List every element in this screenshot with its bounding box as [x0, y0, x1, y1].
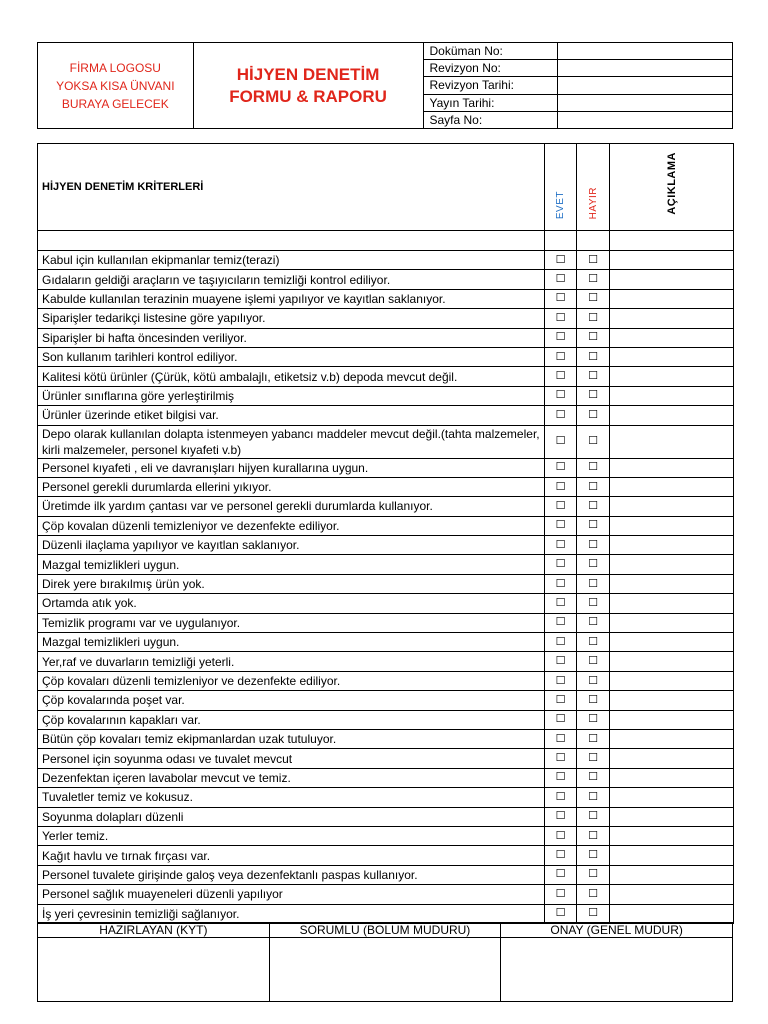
responsible-header: SORUMLU (BOLUM MUDURU) [269, 923, 501, 938]
checklist-header-row [38, 144, 734, 231]
criterion-text: Çöp kovalarının kapakları var. [38, 710, 545, 729]
yes-checkbox[interactable]: ☐ [545, 594, 577, 613]
yes-checkbox[interactable]: ☐ [545, 555, 577, 574]
criterion-text: Çöp kovaları düzenli temizleniyor ve dezenfekte ediliyor. [38, 671, 545, 690]
yes-checkbox[interactable]: ☐ [545, 729, 577, 748]
note-cell[interactable] [610, 497, 734, 516]
note-cell[interactable] [610, 574, 734, 593]
checklist-row [38, 904, 734, 923]
page-no-label: Sayfa No: [423, 111, 558, 128]
no-checkbox[interactable]: ☐ [577, 516, 610, 535]
yes-checkbox[interactable]: ☐ [545, 749, 577, 768]
note-cell[interactable] [610, 885, 734, 904]
criterion-text: Siparişler bi hafta öncesinden veriliyor. [38, 328, 545, 347]
criterion-text: Personel gerekli durumlarda ellerini yıkıyor. [38, 477, 545, 496]
checklist-row [38, 671, 734, 690]
yes-checkbox[interactable]: ☐ [545, 309, 577, 328]
no-checkbox[interactable]: ☐ [577, 386, 610, 405]
criterion-text: Mazgal temizlikleri uygun. [38, 633, 545, 652]
criterion-text: Depo olarak kullanılan dolapta istenmeyen yabancı maddeler mevcut değil.(tahta malzemeler, kirli malzemeler, personel kıyafeti v.b) [38, 425, 545, 458]
checklist-row [38, 865, 734, 884]
no-checkbox[interactable]: ☐ [577, 309, 610, 328]
title-line-1: HİJYEN DENETİM [236, 64, 380, 84]
yes-checkbox[interactable]: ☐ [545, 904, 577, 923]
note-cell[interactable] [610, 671, 734, 690]
criterion-text: Mazgal temizlikleri uygun. [38, 555, 545, 574]
yes-checkbox[interactable]: ☐ [545, 865, 577, 884]
note-cell[interactable] [610, 788, 734, 807]
criterion-text: Dezenfektan içeren lavabolar mevcut ve temiz. [38, 768, 545, 787]
yes-checkbox[interactable]: ☐ [545, 652, 577, 671]
blank-cell [610, 231, 734, 251]
doc-no-label: Doküman No: [423, 43, 558, 60]
no-checkbox[interactable]: ☐ [577, 347, 610, 366]
no-checkbox[interactable]: ☐ [577, 671, 610, 690]
checklist-row [38, 826, 734, 845]
checklist-row [38, 768, 734, 787]
criterion-text: Son kullanım tarihleri kontrol ediliyor. [38, 347, 545, 366]
checklist-row [38, 251, 734, 270]
no-checkbox[interactable]: ☐ [577, 729, 610, 748]
no-checkbox[interactable]: ☐ [577, 328, 610, 347]
no-checkbox[interactable]: ☐ [577, 406, 610, 425]
note-cell[interactable] [610, 846, 734, 865]
checklist-row [38, 729, 734, 748]
criterion-text: Üretimde ilk yardım çantası var ve personel gerekli durumlarda kullanıyor. [38, 497, 545, 516]
no-checkbox[interactable]: ☐ [577, 425, 610, 458]
no-checkbox[interactable]: ☐ [577, 270, 610, 289]
approval-signature-box[interactable] [501, 938, 733, 1002]
note-cell[interactable] [610, 691, 734, 710]
yes-checkbox[interactable]: ☐ [545, 328, 577, 347]
checklist-row [38, 652, 734, 671]
no-checkbox[interactable]: ☐ [577, 251, 610, 270]
responsible-signature-box[interactable] [269, 938, 501, 1002]
criterion-text: Gıdaların geldiği araçların ve taşıyıcıların temizliği kontrol ediliyor. [38, 270, 545, 289]
criterion-text: Ortamda atık yok. [38, 594, 545, 613]
yes-checkbox[interactable]: ☐ [545, 270, 577, 289]
logo-text: FİRMA LOGOSU YOKSA KISA ÜNVANI BURAYA GELECEK [56, 60, 175, 111]
yes-column-header [545, 144, 577, 231]
no-checkbox[interactable]: ☐ [577, 885, 610, 904]
note-cell[interactable] [610, 328, 734, 347]
note-cell[interactable] [610, 425, 734, 458]
note-cell[interactable] [610, 516, 734, 535]
criterion-text: Kağıt havlu ve tırnak fırçası var. [38, 846, 545, 865]
document-header [37, 42, 733, 129]
checklist-row [38, 613, 734, 632]
checklist-row [38, 788, 734, 807]
publish-date-value[interactable] [558, 94, 733, 111]
checklist-row [38, 309, 734, 328]
signature-table [37, 922, 733, 1002]
yes-checkbox[interactable]: ☐ [545, 574, 577, 593]
note-cell[interactable] [610, 729, 734, 748]
criterion-text: Soyunma dolapları düzenli [38, 807, 545, 826]
yes-checkbox[interactable]: ☐ [545, 633, 577, 652]
no-checkbox[interactable]: ☐ [577, 613, 610, 632]
checklist-row [38, 594, 734, 613]
no-checkbox[interactable]: ☐ [577, 289, 610, 308]
checklist-row [38, 691, 734, 710]
note-header-label: AÇIKLAMA [665, 152, 678, 215]
checklist-row [38, 367, 734, 386]
criterion-text: Ürünler sınıflarına göre yerleştirilmiş [38, 386, 545, 405]
yes-checkbox[interactable]: ☐ [545, 497, 577, 516]
criterion-text: Kabulde kullanılan terazinin muayene işlemi yapılıyor ve kayıtlan saklanıyor. [38, 289, 545, 308]
blank-cell [545, 231, 577, 251]
note-cell[interactable] [610, 309, 734, 328]
yes-checkbox[interactable]: ☐ [545, 885, 577, 904]
yes-checkbox[interactable]: ☐ [545, 425, 577, 458]
checklist-row [38, 328, 734, 347]
yes-checkbox[interactable]: ☐ [545, 826, 577, 845]
prepared-by-header: HAZIRLAYAN (KYT) [38, 923, 270, 938]
yes-checkbox[interactable]: ☐ [545, 710, 577, 729]
blank-cell [577, 231, 610, 251]
note-cell[interactable] [610, 710, 734, 729]
checklist-row [38, 633, 734, 652]
no-checkbox[interactable]: ☐ [577, 536, 610, 555]
page-no-value[interactable] [558, 111, 733, 128]
note-cell[interactable] [610, 807, 734, 826]
note-cell[interactable] [610, 347, 734, 366]
no-checkbox[interactable]: ☐ [577, 477, 610, 496]
no-checkbox[interactable]: ☐ [577, 904, 610, 923]
note-cell[interactable] [610, 555, 734, 574]
note-cell[interactable] [610, 477, 734, 496]
no-checkbox[interactable]: ☐ [577, 710, 610, 729]
yes-header-label: EVET [555, 190, 566, 219]
checklist-row [38, 885, 734, 904]
no-checkbox[interactable]: ☐ [577, 574, 610, 593]
no-checkbox[interactable]: ☐ [577, 555, 610, 574]
checklist-row [38, 536, 734, 555]
checklist-row [38, 846, 734, 865]
note-cell[interactable] [610, 826, 734, 845]
criterion-text: Kalitesi kötü ürünler (Çürük, kötü ambalajlı, etiketsiz v.b) depoda mevcut değil. [38, 367, 545, 386]
checklist-row [38, 347, 734, 366]
yes-checkbox[interactable]: ☐ [545, 671, 577, 690]
yes-checkbox[interactable]: ☐ [545, 458, 577, 477]
note-cell[interactable] [610, 594, 734, 613]
checklist-row [38, 497, 734, 516]
criterion-text: Personel için soyunma odası ve tuvalet mevcut [38, 749, 545, 768]
yes-checkbox[interactable]: ☐ [545, 289, 577, 308]
yes-checkbox[interactable]: ☐ [545, 536, 577, 555]
revision-date-value[interactable] [558, 77, 733, 94]
yes-checkbox[interactable]: ☐ [545, 516, 577, 535]
note-cell[interactable] [610, 865, 734, 884]
yes-checkbox[interactable]: ☐ [545, 768, 577, 787]
criteria-column-header: HİJYEN DENETİM KRİTERLERİ [38, 144, 545, 231]
checklist-row [38, 386, 734, 405]
checklist-row [38, 516, 734, 535]
no-checkbox[interactable]: ☐ [577, 807, 610, 826]
no-checkbox[interactable]: ☐ [577, 749, 610, 768]
no-checkbox[interactable]: ☐ [577, 865, 610, 884]
note-cell[interactable] [610, 536, 734, 555]
no-checkbox[interactable]: ☐ [577, 594, 610, 613]
no-checkbox[interactable]: ☐ [577, 367, 610, 386]
yes-checkbox[interactable]: ☐ [545, 613, 577, 632]
title-line-2: FORMU & RAPORU [229, 86, 387, 106]
no-checkbox[interactable]: ☐ [577, 652, 610, 671]
no-checkbox[interactable]: ☐ [577, 458, 610, 477]
note-cell[interactable] [610, 613, 734, 632]
checklist-row [38, 458, 734, 477]
note-cell[interactable] [610, 749, 734, 768]
checklist-row [38, 425, 734, 458]
yes-checkbox[interactable]: ☐ [545, 691, 577, 710]
note-cell[interactable] [610, 904, 734, 923]
criterion-text: Tuvaletler temiz ve kokusuz. [38, 788, 545, 807]
criterion-text: Düzenli ilaçlama yapılıyor ve kayıtlan saklanıyor. [38, 536, 545, 555]
no-checkbox[interactable]: ☐ [577, 497, 610, 516]
note-cell[interactable] [610, 652, 734, 671]
publish-date-label: Yayın Tarihi: [423, 94, 558, 111]
criterion-text: Personel sağlık muayeneleri düzenli yapılıyor [38, 885, 545, 904]
note-cell[interactable] [610, 633, 734, 652]
criterion-text: Bütün çöp kovaları temiz ekipmanlardan uzak tutuluyor. [38, 729, 545, 748]
criterion-text: Siparişler tedarikçi listesine göre yapılıyor. [38, 309, 545, 328]
blank-cell [38, 231, 545, 251]
revision-no-value[interactable] [558, 60, 733, 77]
no-checkbox[interactable]: ☐ [577, 826, 610, 845]
no-checkbox[interactable]: ☐ [577, 846, 610, 865]
prepared-by-signature-box[interactable] [38, 938, 270, 1002]
no-checkbox[interactable]: ☐ [577, 788, 610, 807]
approval-header: ONAY (GENEL MUDUR) [501, 923, 733, 938]
yes-checkbox[interactable]: ☐ [545, 788, 577, 807]
form-title [193, 43, 423, 129]
criterion-text: Kabul için kullanılan ekipmanlar temiz(terazi) [38, 251, 545, 270]
criterion-text: Yerler temiz. [38, 826, 545, 845]
checklist-row [38, 807, 734, 826]
note-cell[interactable] [610, 289, 734, 308]
note-column-header [610, 144, 734, 231]
revision-date-label: Revizyon Tarihi: [423, 77, 558, 94]
checklist-row [38, 749, 734, 768]
criterion-text: Çöp kovalarında poşet var. [38, 691, 545, 710]
criterion-text: Direk yere bırakılmış ürün yok. [38, 574, 545, 593]
company-logo-placeholder [38, 43, 194, 129]
checklist-row [38, 289, 734, 308]
checklist-row [38, 555, 734, 574]
checklist-row [38, 710, 734, 729]
blank-row [38, 231, 734, 251]
yes-checkbox[interactable]: ☐ [545, 477, 577, 496]
note-cell[interactable] [610, 768, 734, 787]
yes-checkbox[interactable]: ☐ [545, 367, 577, 386]
no-checkbox[interactable]: ☐ [577, 633, 610, 652]
checklist-row [38, 270, 734, 289]
note-cell[interactable] [610, 251, 734, 270]
yes-checkbox[interactable]: ☐ [545, 846, 577, 865]
criterion-text: Yer,raf ve duvarların temizliği yeterli. [38, 652, 545, 671]
criterion-text: Personel kıyafeti , eli ve davranışları hijyen kurallarına uygun. [38, 458, 545, 477]
criterion-text: Ürünler üzerinde etiket bilgisi var. [38, 406, 545, 425]
note-cell[interactable] [610, 270, 734, 289]
criterion-text: İş yeri çevresinin temizliği sağlanıyor. [38, 904, 545, 923]
note-cell[interactable] [610, 406, 734, 425]
hygiene-checklist-table [37, 143, 734, 924]
note-cell[interactable] [610, 458, 734, 477]
no-checkbox[interactable]: ☐ [577, 691, 610, 710]
no-column-header [577, 144, 610, 231]
yes-checkbox[interactable]: ☐ [545, 807, 577, 826]
yes-checkbox[interactable]: ☐ [545, 251, 577, 270]
doc-no-value[interactable] [558, 43, 733, 60]
criterion-text: Temizlik programı var ve uygulanıyor. [38, 613, 545, 632]
criterion-text: Personel tuvalete girişinde galoş veya dezenfektanlı paspas kullanıyor. [38, 865, 545, 884]
no-checkbox[interactable]: ☐ [577, 768, 610, 787]
criterion-text: Çöp kovalan düzenli temizleniyor ve dezenfekte ediliyor. [38, 516, 545, 535]
checklist-row [38, 477, 734, 496]
yes-checkbox[interactable]: ☐ [545, 406, 577, 425]
yes-checkbox[interactable]: ☐ [545, 347, 577, 366]
checklist-row [38, 574, 734, 593]
checklist-row [38, 406, 734, 425]
revision-no-label: Revizyon No: [423, 60, 558, 77]
note-cell[interactable] [610, 367, 734, 386]
no-header-label: HAYIR [587, 186, 599, 219]
yes-checkbox[interactable]: ☐ [545, 386, 577, 405]
note-cell[interactable] [610, 386, 734, 405]
